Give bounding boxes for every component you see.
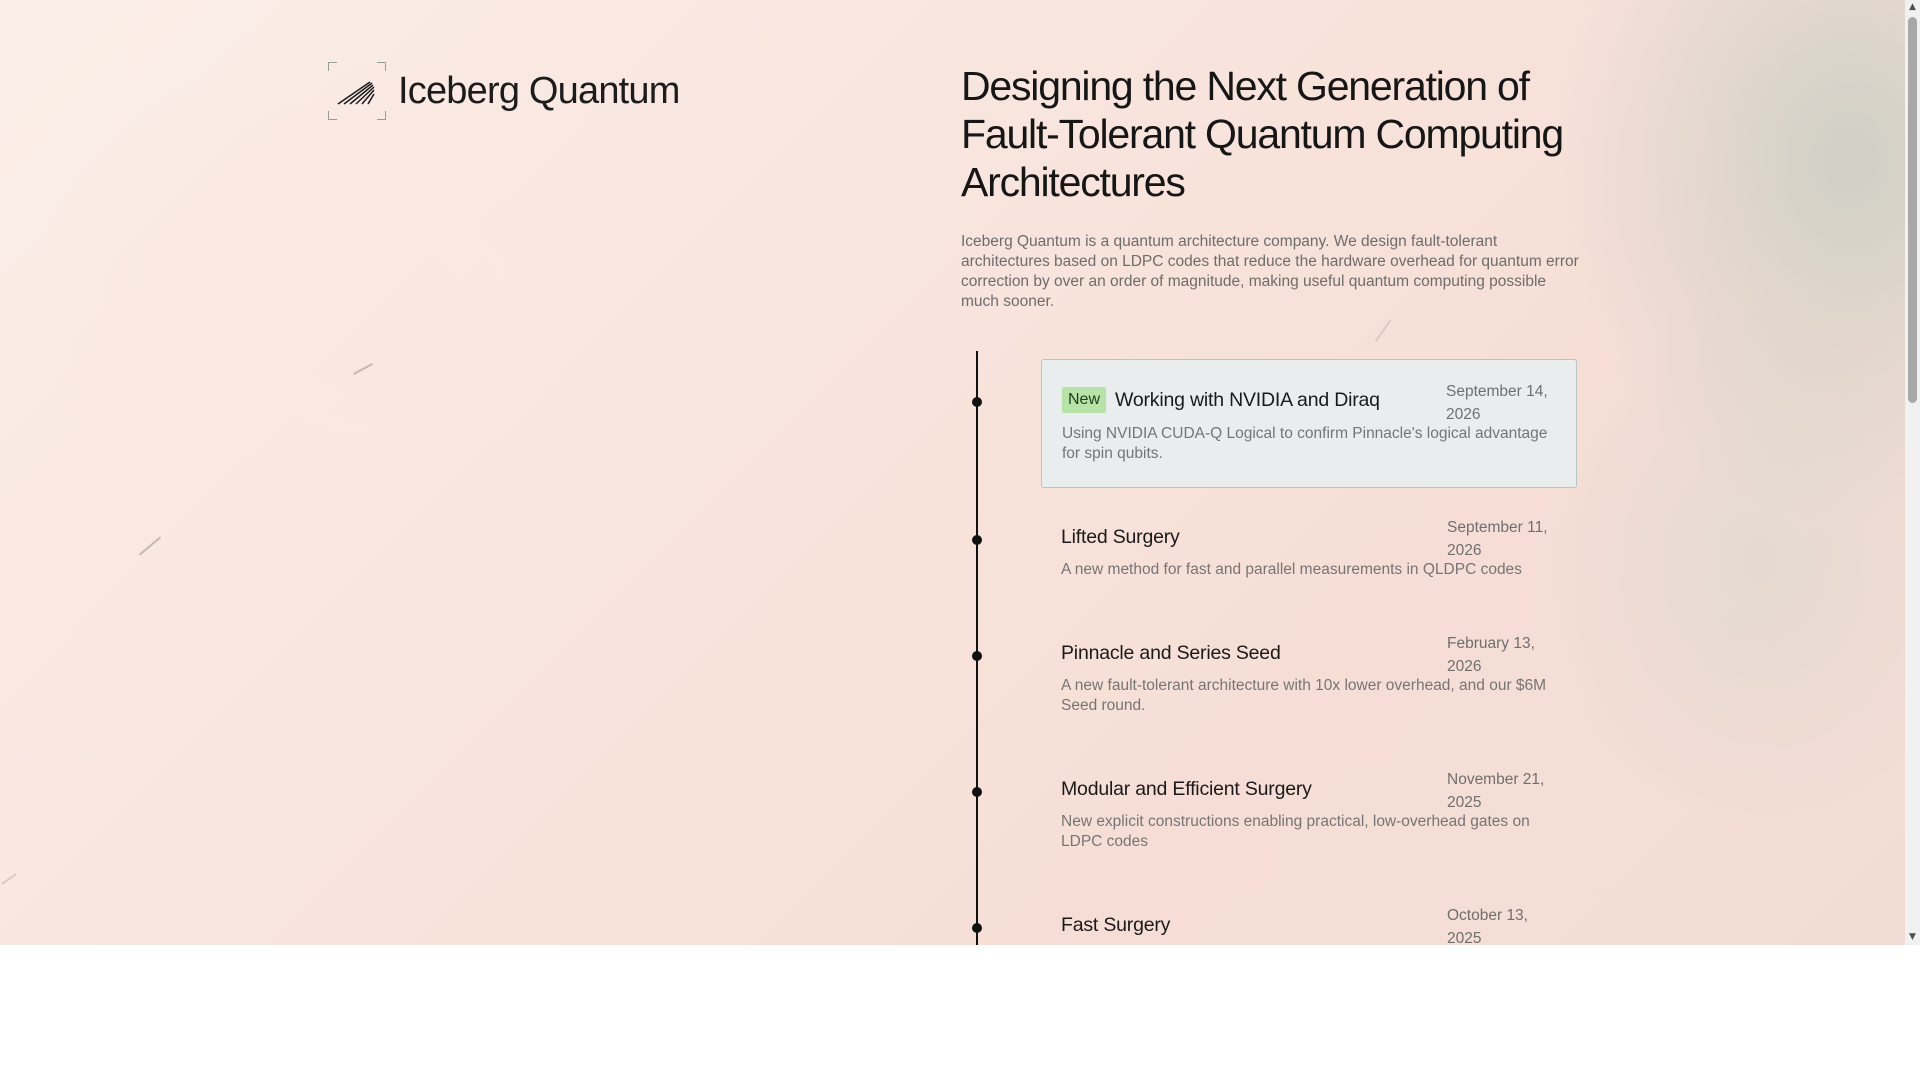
hero-description: Iceberg Quantum is a quantum architecture company. We design fault-tolerant architectures based on LDPC codes that reduce the hardware overhead for quantum error correction by over an order of magnitude, making useful quantum computing possible much sooner. [961,233,1579,310]
background-streak [353,363,373,375]
timeline-item-title: Working with NVIDIA and Diraq [1115,388,1380,411]
scrollbar-thumb[interactable] [1908,17,1917,403]
timeline-item-title: Pinnacle and Series Seed [1061,642,1281,664]
timeline-item-modular-surgery[interactable] [1041,768,1577,852]
timeline-dot [972,787,982,797]
timeline-item-description: Using NVIDIA CUDA-Q Logical to confirm Pinnacle's logical advantage for spin qubits. [1062,425,1548,462]
timeline-item-title: Fast Surgery [1061,914,1171,936]
timeline-item-date: September 11, 2026 [1447,519,1548,559]
vertical-scrollbar[interactable] [1905,0,1920,945]
timeline-dot [972,651,982,661]
timeline-item-title: Lifted Surgery [1061,526,1180,548]
timeline-item-nvidia-diraq[interactable] [1041,359,1577,488]
timeline-item-description: A new method for fast and parallel measurements in QLDPC codes [1061,561,1522,578]
timeline-item-pinnacle-seed[interactable] [1041,632,1577,716]
timeline-item-date: November 21, 2025 [1447,771,1545,811]
background-streak [1375,320,1392,342]
iceberg-logo-icon [328,62,386,120]
timeline-item-title: Modular and Efficient Surgery [1061,778,1312,800]
background-streak [1,873,17,885]
hero-section [961,62,1601,312]
timeline-item-description: New explicit constructions enabling practical, low-overhead gates on LDPC codes [1061,813,1530,850]
timeline-item-fast-surgery[interactable] [1041,904,1577,945]
scroll-down-arrow-icon[interactable]: ▼ [1909,932,1916,942]
timeline-item-lifted-surgery[interactable] [1041,516,1577,580]
timeline-dot [972,923,982,933]
background-streak [139,536,162,556]
timeline-item-description: A new fault-tolerant architecture with 10x lower overhead, and our $6M Seed round. [1061,677,1547,714]
site-header-brand[interactable] [328,62,680,120]
timeline-line [976,351,978,945]
timeline-item-date: October 13, 2025 [1447,907,1528,945]
new-badge: New [1062,387,1106,413]
timeline-dot [972,397,982,407]
brand-name: Iceberg Quantum [398,69,680,112]
timeline-item-date: September 14, 2026 [1446,383,1548,423]
timeline-dot [972,535,982,545]
timeline-item-date: February 13, 2026 [1447,635,1535,675]
page-title: Designing the Next Generation of Fault-Tolerant Quantum Computing Architectures [961,63,1563,205]
scroll-up-arrow-icon[interactable]: ▲ [1909,2,1916,12]
